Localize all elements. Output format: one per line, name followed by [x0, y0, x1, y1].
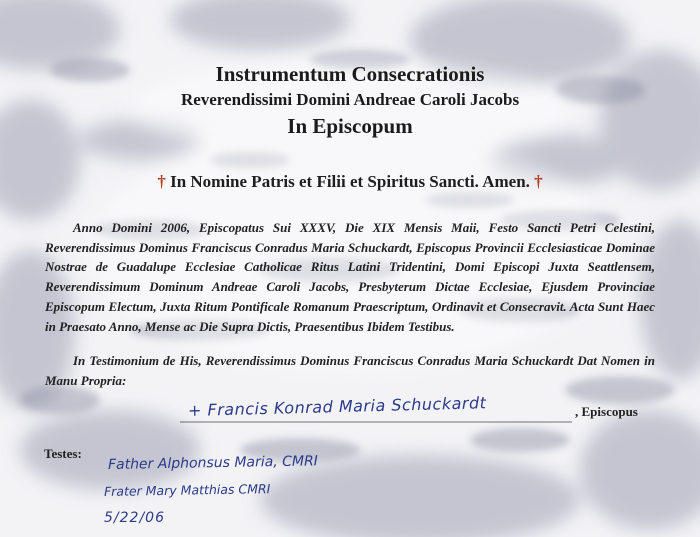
signature-date: 5/22/06 [104, 510, 165, 526]
signature-suffix: , Episcopus [575, 404, 638, 419]
witness-signature-2: Frater Mary Matthias CMRI [103, 481, 271, 499]
document-title: Instrumentum Consecrationis [215, 62, 485, 86]
witnesses-label: Testes: [44, 446, 82, 461]
invocation [0, 172, 700, 192]
bishop-signature: + Francis Konrad Maria Schuckardt [187, 393, 487, 420]
witness-signature-1: Father Alphonsus Maria, CMRI [107, 453, 318, 473]
document-subtitle: Reverendissimi Domini Andreae Caroli Jacobs [180, 90, 520, 109]
paragraph-consecration: Anno Domini 2006, Episcopatus Sui XXXV, Die XIX Mensis Maii, Festo Sancti Petri Celestini, Reverendissimus Dominus Franciscus Conradus Maria Schuckardt, Episcopus Provincii Ecclesiasticae Dominae Nostrae de Guadalupe Ecclesiae Catholicae Ritus Latini Tridentini, Domi Episcopi Juxta Seattlensem, Reverendissimum Dominum Andreae Caroli Jacobs, Presbyterum Dictae Ecclesiae, Ejusdem Provinciae Episcopum Electum, Juxta Ritum Pontificale Romanum Praescriptum, Ordinavit et Consecravit. Acta Sunt Haec in Praesato Anno, Mense ac Die Supra Dictis, Praesentibus Ibidem Testibus. [45, 220, 655, 334]
invocation-text: In Nomine Patris et Filii et Spiritus Sancti. Amen. [170, 172, 530, 191]
cross-right-icon: † [534, 172, 543, 191]
paragraph-testimony: In Testimonium de His, Reverendissimus Dominus Franciscus Conradus Maria Schuckardt Dat Nomen in Manu Propria: [45, 353, 655, 388]
document-title-line3: In Episcopum [287, 114, 413, 138]
cross-left-icon: † [157, 172, 166, 191]
